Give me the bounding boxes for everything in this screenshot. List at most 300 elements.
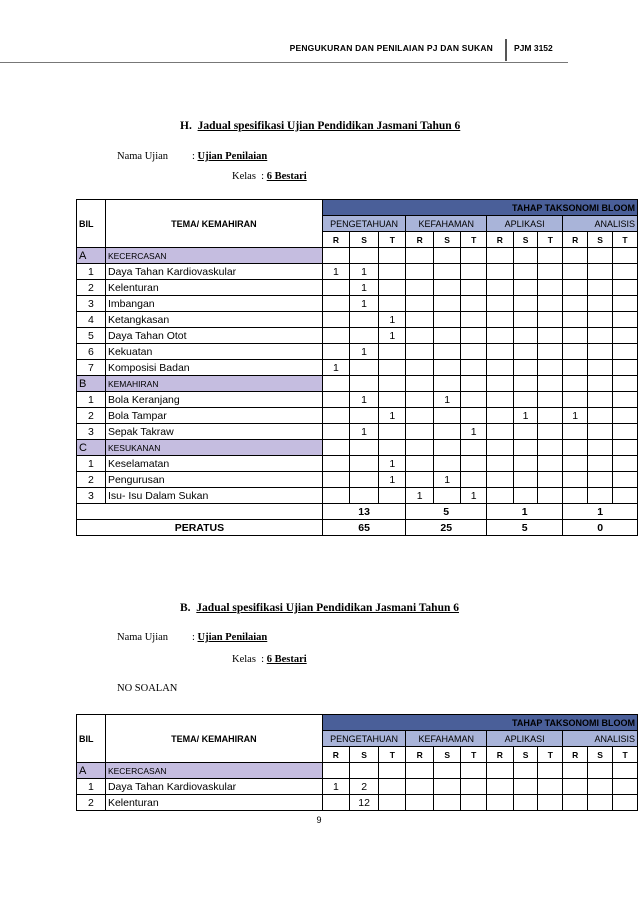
- score-cell: 1: [513, 408, 538, 424]
- header-s: S: [513, 747, 538, 763]
- header-t: T: [613, 747, 638, 763]
- table-row: [77, 344, 638, 360]
- header-r: R: [487, 232, 514, 248]
- row-bil: 1: [77, 392, 106, 408]
- row-label: Daya Tahan Kardiovaskular: [105, 264, 322, 280]
- score-cell: [406, 296, 434, 312]
- header-r: R: [322, 232, 349, 248]
- empty-cell: [513, 376, 538, 392]
- section2-letter: B.: [180, 602, 191, 614]
- score-cell: [433, 424, 460, 440]
- score-cell: [461, 264, 487, 280]
- section2-no-soalan: NO SOALAN: [117, 683, 178, 694]
- score-cell: 1: [322, 264, 349, 280]
- score-cell: [487, 795, 514, 811]
- empty-cell: [613, 795, 638, 811]
- score-cell: [379, 360, 406, 376]
- score-cell: [588, 779, 613, 795]
- score-cell: [513, 312, 538, 328]
- score-cell: 1: [350, 392, 379, 408]
- score-cell: 1: [433, 392, 460, 408]
- score-cell: [322, 795, 349, 811]
- score-cell: [563, 280, 588, 296]
- header-t: T: [538, 747, 563, 763]
- header-s: S: [513, 232, 538, 248]
- score-cell: [461, 280, 487, 296]
- empty-cell: [613, 424, 638, 440]
- score-cell: [563, 328, 588, 344]
- row-label: Bola Keranjang: [105, 392, 322, 408]
- total-value: 13: [322, 504, 406, 520]
- score-cell: [461, 408, 487, 424]
- header-bil: BIL: [77, 200, 106, 248]
- table-row: [77, 795, 638, 811]
- empty-cell: [538, 248, 563, 264]
- score-cell: [588, 472, 613, 488]
- score-cell: [379, 488, 406, 504]
- table-row: [77, 392, 638, 408]
- section1-title: [180, 120, 460, 132]
- empty-cell: [613, 264, 638, 280]
- score-cell: [461, 779, 487, 795]
- total-value: 5: [406, 504, 487, 520]
- score-cell: 1: [350, 280, 379, 296]
- empty-cell: [613, 376, 638, 392]
- score-cell: [406, 795, 434, 811]
- empty-cell: [322, 376, 349, 392]
- score-cell: [433, 280, 460, 296]
- header-t: T: [461, 232, 487, 248]
- score-cell: [513, 456, 538, 472]
- empty-cell: [613, 360, 638, 376]
- score-cell: [379, 795, 406, 811]
- header-tema: TEMA/ KEMAHIRAN: [105, 715, 322, 763]
- score-cell: [588, 360, 613, 376]
- score-cell: [379, 392, 406, 408]
- score-cell: [538, 456, 563, 472]
- header-kefahaman: KEFAHAMAN: [406, 731, 487, 747]
- score-cell: [513, 264, 538, 280]
- section-bil: A: [77, 248, 106, 264]
- score-cell: [487, 280, 514, 296]
- section-label: KEMAHIRAN: [105, 376, 322, 392]
- score-cell: [538, 488, 563, 504]
- score-cell: [433, 795, 460, 811]
- row-label: Sepak Takraw: [105, 424, 322, 440]
- empty-cell: [487, 440, 514, 456]
- score-cell: [563, 456, 588, 472]
- header-kefahaman: KEFAHAMAN: [406, 216, 487, 232]
- score-cell: [563, 795, 588, 811]
- score-cell: [406, 328, 434, 344]
- score-cell: [433, 328, 460, 344]
- score-cell: [588, 344, 613, 360]
- header-s: S: [433, 232, 460, 248]
- empty-cell: [433, 248, 460, 264]
- score-cell: [461, 472, 487, 488]
- row-label: Imbangan: [105, 296, 322, 312]
- row-label: Pengurusan: [105, 472, 322, 488]
- score-cell: [538, 296, 563, 312]
- page-number: 9: [316, 815, 322, 825]
- empty-cell: [613, 312, 638, 328]
- header-rule: [0, 62, 568, 63]
- score-cell: 1: [379, 456, 406, 472]
- score-cell: [513, 472, 538, 488]
- row-bil: 1: [77, 456, 106, 472]
- spec-table-2: [76, 714, 638, 811]
- score-cell: [487, 424, 514, 440]
- row-label: Kelenturan: [105, 280, 322, 296]
- score-cell: 1: [350, 344, 379, 360]
- section-label: KESUKANAN: [105, 440, 322, 456]
- score-cell: [588, 456, 613, 472]
- score-cell: [322, 328, 349, 344]
- empty-cell: [513, 248, 538, 264]
- header-r: R: [563, 232, 588, 248]
- empty-cell: [563, 440, 588, 456]
- score-cell: [350, 360, 379, 376]
- empty-cell: [588, 763, 613, 779]
- score-cell: [588, 795, 613, 811]
- score-cell: [588, 328, 613, 344]
- empty-cell: [379, 440, 406, 456]
- empty-cell: [461, 763, 487, 779]
- score-cell: [487, 264, 514, 280]
- header-title: PENGUKURAN DAN PENILAIAN PJ DAN SUKAN: [289, 43, 493, 53]
- section-label: KECERCASAN: [105, 248, 322, 264]
- score-cell: [513, 344, 538, 360]
- header-tahap: TAHAP TAKSONOMI BLOOM: [322, 715, 637, 731]
- score-cell: [487, 344, 514, 360]
- score-cell: [379, 344, 406, 360]
- section1-nama-value: Ujian Penilaian: [197, 151, 268, 162]
- score-cell: [322, 280, 349, 296]
- table-row: [77, 296, 638, 312]
- score-cell: [563, 392, 588, 408]
- section2-title: [180, 602, 459, 614]
- score-cell: 2: [349, 779, 378, 795]
- score-cell: [461, 360, 487, 376]
- table-row: [77, 360, 638, 376]
- peratus-value: 0: [563, 520, 638, 536]
- score-cell: [563, 344, 588, 360]
- score-cell: [406, 392, 434, 408]
- header-divider: [505, 39, 507, 61]
- header-t: T: [538, 232, 563, 248]
- score-cell: [433, 296, 460, 312]
- header-s: S: [588, 232, 613, 248]
- score-cell: [406, 472, 434, 488]
- score-cell: [433, 456, 460, 472]
- score-cell: [513, 795, 538, 811]
- peratus-value: 5: [487, 520, 563, 536]
- score-cell: 1: [433, 472, 460, 488]
- empty-cell: [487, 763, 514, 779]
- table-row: [77, 779, 638, 795]
- empty-cell: [588, 440, 613, 456]
- empty-cell: [379, 763, 406, 779]
- empty-cell: [461, 440, 487, 456]
- empty-cell: [613, 763, 638, 779]
- empty-cell: [379, 376, 406, 392]
- row-bil: 1: [77, 779, 106, 795]
- section-row: [77, 248, 638, 264]
- spec-table-1: [76, 199, 638, 536]
- empty-cell: [613, 280, 638, 296]
- total-value: 1: [487, 504, 563, 520]
- section1-kelas-label: Kelas: [232, 171, 256, 182]
- section2-nama-value: Ujian Penilaian: [197, 632, 268, 643]
- empty-cell: [322, 248, 349, 264]
- header-t: T: [379, 232, 406, 248]
- header-r: R: [406, 232, 434, 248]
- score-cell: [406, 344, 434, 360]
- score-cell: [322, 472, 349, 488]
- row-bil: 7: [77, 360, 106, 376]
- score-cell: [563, 472, 588, 488]
- score-cell: [433, 408, 460, 424]
- score-cell: [322, 488, 349, 504]
- row-bil: 2: [77, 408, 106, 424]
- empty-cell: [538, 376, 563, 392]
- row-bil: 3: [77, 296, 106, 312]
- score-cell: [487, 472, 514, 488]
- empty-cell: [350, 376, 379, 392]
- empty-cell: [433, 763, 460, 779]
- score-cell: [487, 456, 514, 472]
- score-cell: [433, 344, 460, 360]
- totals-spacer: [77, 504, 323, 520]
- score-cell: [350, 472, 379, 488]
- table-row: [77, 312, 638, 328]
- score-cell: [433, 360, 460, 376]
- empty-cell: [563, 376, 588, 392]
- score-cell: [588, 280, 613, 296]
- empty-cell: [433, 376, 460, 392]
- empty-cell: [613, 392, 638, 408]
- score-cell: [406, 280, 434, 296]
- score-cell: [538, 795, 563, 811]
- score-cell: [433, 779, 460, 795]
- empty-cell: [349, 763, 378, 779]
- header-t: T: [379, 747, 406, 763]
- score-cell: [538, 424, 563, 440]
- row-label: Daya Tahan Otot: [105, 328, 322, 344]
- row-bil: 5: [77, 328, 106, 344]
- section-label: KECERCASAN: [105, 763, 322, 779]
- score-cell: [513, 392, 538, 408]
- score-cell: [461, 344, 487, 360]
- score-cell: [350, 328, 379, 344]
- header-s: S: [350, 232, 379, 248]
- score-cell: [588, 424, 613, 440]
- section2-nama: : Ujian Penilaian: [192, 632, 268, 643]
- row-label: Bola Tampar: [105, 408, 322, 424]
- score-cell: [487, 779, 514, 795]
- header-s: S: [349, 747, 378, 763]
- score-cell: [406, 779, 434, 795]
- score-cell: 1: [461, 424, 487, 440]
- total-value: 1: [563, 504, 638, 520]
- score-cell: [538, 264, 563, 280]
- empty-cell: [588, 376, 613, 392]
- page-header: [0, 39, 638, 63]
- score-cell: [538, 392, 563, 408]
- row-bil: 3: [77, 424, 106, 440]
- score-cell: 1: [379, 408, 406, 424]
- score-cell: [322, 296, 349, 312]
- empty-cell: [322, 440, 349, 456]
- score-cell: [433, 312, 460, 328]
- score-cell: 1: [379, 472, 406, 488]
- score-cell: [513, 360, 538, 376]
- score-cell: [538, 280, 563, 296]
- row-label: Komposisi Badan: [105, 360, 322, 376]
- empty-cell: [613, 488, 638, 504]
- header-r: R: [406, 747, 434, 763]
- section1-kelas: Kelas : 6 Bestari: [232, 171, 307, 182]
- table-row: [77, 280, 638, 296]
- empty-cell: [487, 248, 514, 264]
- score-cell: [461, 795, 487, 811]
- score-cell: [538, 344, 563, 360]
- score-cell: 1: [379, 312, 406, 328]
- header-t: T: [613, 232, 638, 248]
- header-pengetahuan: PENGETAHUAN: [322, 216, 406, 232]
- score-cell: [487, 296, 514, 312]
- score-cell: [563, 488, 588, 504]
- score-cell: [379, 424, 406, 440]
- score-cell: [322, 424, 349, 440]
- row-label: Keselamatan: [105, 456, 322, 472]
- score-cell: [563, 360, 588, 376]
- header-r: R: [322, 747, 349, 763]
- score-cell: [563, 424, 588, 440]
- section1-letter: H.: [180, 120, 192, 132]
- score-cell: 1: [350, 264, 379, 280]
- score-cell: 1: [350, 296, 379, 312]
- score-cell: [322, 392, 349, 408]
- empty-cell: [461, 376, 487, 392]
- section1-kelas-value: 6 Bestari: [266, 171, 307, 182]
- header-analisis: ANALISIS: [563, 216, 638, 232]
- score-cell: [538, 328, 563, 344]
- empty-cell: [538, 440, 563, 456]
- table-row: [77, 472, 638, 488]
- header-row-taxonomy: [77, 715, 638, 731]
- empty-cell: [322, 763, 349, 779]
- section1-nama: : Ujian Penilaian: [192, 151, 268, 162]
- section2-title-text: Jadual spesifikasi Ujian Pendidikan Jasmani Tahun 6: [196, 602, 459, 614]
- score-cell: [563, 779, 588, 795]
- score-cell: [350, 488, 379, 504]
- score-cell: [588, 296, 613, 312]
- empty-cell: [613, 248, 638, 264]
- score-cell: [513, 280, 538, 296]
- score-cell: [379, 296, 406, 312]
- score-cell: [433, 488, 460, 504]
- empty-cell: [613, 344, 638, 360]
- score-cell: 1: [461, 488, 487, 504]
- section-bil: A: [77, 763, 106, 779]
- peratus-label: PERATUS: [77, 520, 323, 536]
- header-bil: BIL: [77, 715, 106, 763]
- peratus-value: 25: [406, 520, 487, 536]
- score-cell: [322, 344, 349, 360]
- empty-cell: [563, 248, 588, 264]
- score-cell: [461, 456, 487, 472]
- section2-kelas-value: 6 Bestari: [266, 654, 307, 665]
- score-cell: [513, 296, 538, 312]
- empty-cell: [350, 440, 379, 456]
- empty-cell: [588, 248, 613, 264]
- header-t: T: [461, 747, 487, 763]
- row-bil: 1: [77, 264, 106, 280]
- header-s: S: [433, 747, 460, 763]
- score-cell: [513, 424, 538, 440]
- score-cell: [461, 328, 487, 344]
- section-row: [77, 440, 638, 456]
- score-cell: [563, 296, 588, 312]
- header-analisis: ANALISIS: [563, 731, 638, 747]
- section2-kelas: Kelas : 6 Bestari: [232, 654, 307, 665]
- row-label: Kelenturan: [105, 795, 322, 811]
- score-cell: [350, 312, 379, 328]
- table-row: [77, 456, 638, 472]
- score-cell: [563, 312, 588, 328]
- table-row: [77, 264, 638, 280]
- score-cell: [322, 312, 349, 328]
- score-cell: 1: [322, 360, 349, 376]
- empty-cell: [513, 763, 538, 779]
- peratus-value: 65: [322, 520, 406, 536]
- empty-cell: [563, 763, 588, 779]
- score-cell: [563, 264, 588, 280]
- empty-cell: [379, 248, 406, 264]
- header-aplikasi: APLIKASI: [487, 216, 563, 232]
- section-bil: C: [77, 440, 106, 456]
- score-cell: [513, 488, 538, 504]
- empty-cell: [513, 440, 538, 456]
- empty-cell: [461, 248, 487, 264]
- score-cell: [379, 779, 406, 795]
- score-cell: [350, 408, 379, 424]
- score-cell: [487, 312, 514, 328]
- score-cell: 12: [349, 795, 378, 811]
- row-bil: 2: [77, 795, 106, 811]
- row-bil: 6: [77, 344, 106, 360]
- score-cell: [487, 488, 514, 504]
- score-cell: [588, 392, 613, 408]
- score-cell: [588, 408, 613, 424]
- score-cell: [322, 408, 349, 424]
- score-cell: [487, 360, 514, 376]
- header-r: R: [487, 747, 514, 763]
- score-cell: 1: [322, 779, 349, 795]
- table-row: [77, 424, 638, 440]
- score-cell: [406, 456, 434, 472]
- empty-cell: [406, 248, 434, 264]
- section-bil: B: [77, 376, 106, 392]
- score-cell: [513, 328, 538, 344]
- score-cell: [538, 408, 563, 424]
- score-cell: [487, 408, 514, 424]
- section1-title-text: Jadual spesifikasi Ujian Pendidikan Jasmani Tahun 6: [197, 120, 461, 132]
- empty-cell: [613, 408, 638, 424]
- empty-cell: [613, 472, 638, 488]
- score-cell: [588, 312, 613, 328]
